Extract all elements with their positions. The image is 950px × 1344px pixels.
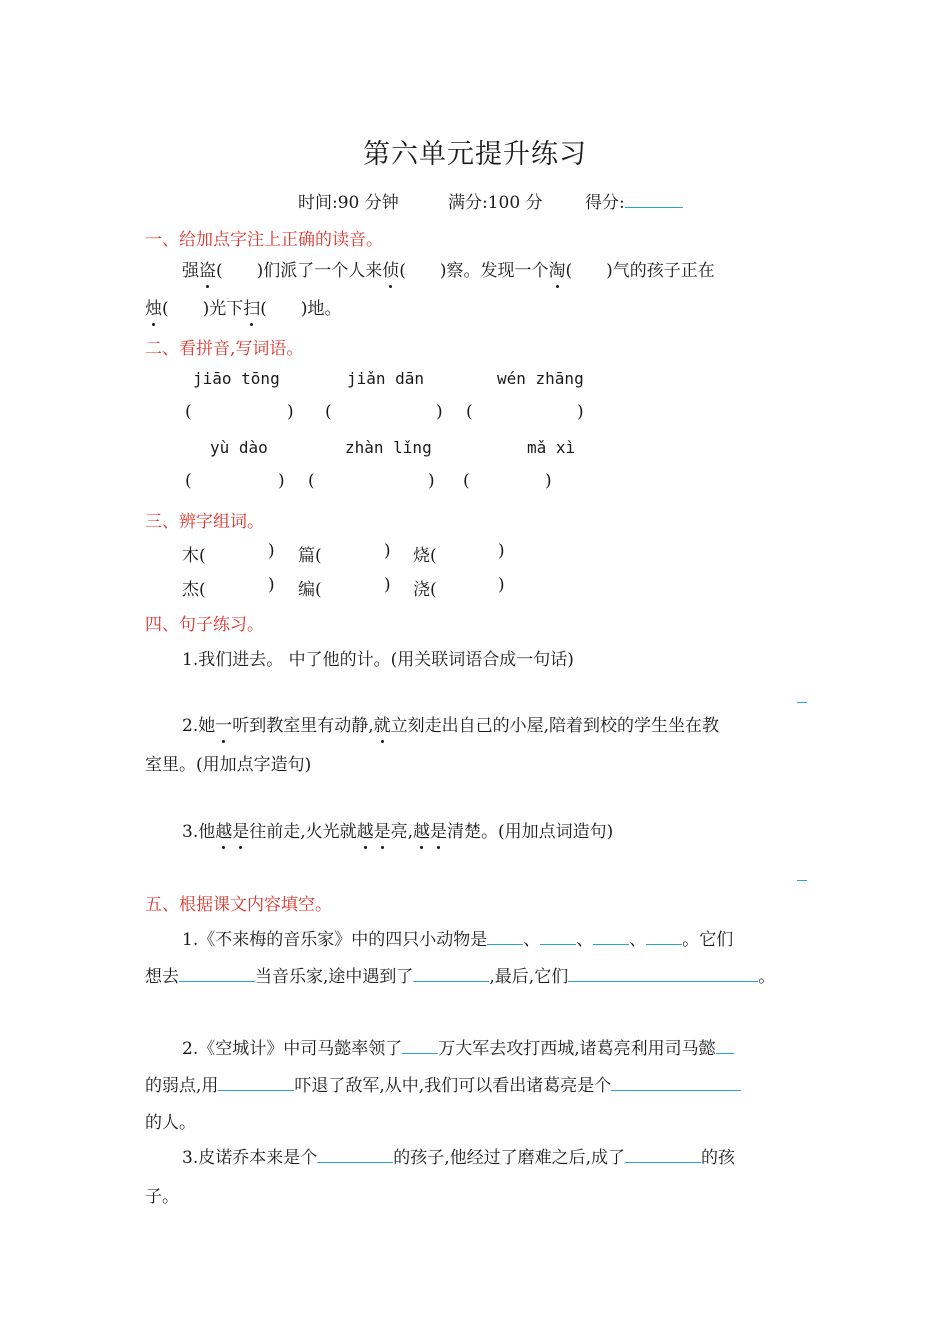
s1-line-1: 强盗( )们派了一个人来侦( )察。发现一个淘( )气的孩子正在 [182, 256, 715, 281]
section-5-heading: 五、根据课文内容填空。 [145, 895, 332, 915]
answer-paren-open: ( [308, 471, 315, 491]
answer-paren-close: ) [498, 575, 505, 595]
answer-paren-close: ) [278, 471, 285, 491]
pinyin: jiǎn dān [347, 369, 425, 388]
score-blank[interactable] [625, 190, 683, 208]
section-4-heading: 四、句子练习。 [145, 615, 264, 635]
pinyin: yù dào [210, 438, 268, 457]
word-item: 木( [182, 546, 206, 566]
word-item: 浇( [413, 580, 437, 600]
s5-question-2-line-3: 的人。 [145, 1113, 196, 1133]
fill-blank[interactable] [413, 964, 489, 982]
answer-line[interactable] [797, 866, 807, 885]
answer-paren-close: ) [428, 471, 435, 491]
answer-paren-close: ) [545, 471, 552, 491]
dotted-char: 一 [215, 711, 232, 736]
section-3-heading: 三、辨字组词。 [145, 512, 264, 532]
dotted-char: 扫 [243, 294, 260, 319]
s5-question-3-line-2: 子。 [145, 1187, 179, 1207]
fill-blank[interactable] [625, 1145, 701, 1163]
fill-blank[interactable] [179, 964, 255, 982]
fill-blank[interactable] [716, 1036, 734, 1054]
answer-line[interactable] [797, 688, 807, 707]
s5-question-3-line-1: 3.皮诺乔本来是个 的孩子,他经过了磨难之后,成了 的孩 [182, 1143, 735, 1168]
time-info: 时间:90 分钟 [298, 193, 399, 213]
word-item: 篇( [298, 546, 322, 566]
fill-blank[interactable] [593, 927, 629, 945]
answer-paren-open: ( [325, 402, 332, 422]
s5-question-1-line-2: 想去 当音乐家,途中遇到了 ,最后,它们 。 [145, 962, 775, 987]
word-item: 烧( [413, 546, 437, 566]
answer-paren-close: ) [577, 402, 584, 422]
page-title: 第六单元提升练习 [363, 139, 587, 170]
fill-blank[interactable] [487, 927, 523, 945]
fill-blank[interactable] [218, 1073, 294, 1091]
fill-blank[interactable] [317, 1145, 393, 1163]
fill-blank[interactable] [611, 1073, 741, 1091]
answer-paren-open: ( [185, 402, 192, 422]
score-label: 得分: [585, 193, 625, 213]
pinyin: wén zhāng [497, 369, 584, 388]
dotted-char: 烛 [145, 294, 162, 319]
fill-blank[interactable] [646, 927, 682, 945]
answer-paren-close: ) [384, 541, 391, 561]
s4-question-2-line-2: 室里。(用加点字造句) [145, 755, 312, 775]
fill-blank[interactable] [540, 927, 576, 945]
answer-paren-close: ) [384, 575, 391, 595]
s4-question-3: 3.他越是往前走,火光就越是亮,越是清楚。(用加点词造句) [182, 817, 613, 842]
answer-paren-open: ( [463, 471, 470, 491]
word-item: 杰( [182, 580, 206, 600]
dotted-char: 越 [357, 817, 374, 842]
answer-paren-close: ) [287, 402, 294, 422]
s5-question-1-line-1: 1.《不来梅的音乐家》中的四只小动物是 、 、 、 。它们 [182, 925, 733, 950]
dotted-char: 侦 [382, 256, 399, 281]
score-field[interactable] [585, 188, 683, 213]
dotted-char: 越 [413, 817, 430, 842]
dotted-char: 就 [374, 711, 391, 736]
s1-line-2: 烛( )光下扫( )地。 [145, 294, 342, 319]
s5-question-2-line-2: 的弱点,用 吓退了敌军,从中,我们可以看出诸葛亮是个 [145, 1071, 741, 1096]
dotted-char: 盗 [199, 256, 216, 281]
section-2-heading: 二、看拼音,写词语。 [145, 339, 304, 359]
answer-paren-open: ( [466, 402, 473, 422]
answer-paren-close: ) [268, 541, 275, 561]
s4-question-1: 1.我们进去。 中了他的计。(用关联词语合成一句话) [182, 650, 574, 670]
s5-question-2-line-1: 2.《空城计》中司马懿率领了 万大军去攻打西城,诸葛亮利用司马懿 [182, 1034, 734, 1059]
dotted-char: 是 [374, 817, 391, 842]
dotted-char: 淘 [549, 256, 566, 281]
pinyin: mǎ xì [527, 438, 576, 457]
fill-blank[interactable] [402, 1036, 438, 1054]
section-1-heading: 一、给加点字注上正确的读音。 [145, 230, 383, 250]
pinyin: jiāo tōng [193, 369, 280, 388]
dotted-char: 是 [430, 817, 447, 842]
answer-paren-open: ( [185, 471, 192, 491]
dotted-char: 越 [215, 817, 232, 842]
dotted-char: 是 [232, 817, 249, 842]
answer-paren-close: ) [268, 575, 275, 595]
pinyin: zhàn lǐng [345, 438, 432, 457]
s4-question-2-line-1: 2.她一听到教室里有动静,就立刻走出自己的小屋,陪着到校的学生坐在教 [182, 711, 719, 736]
full-score-info: 满分:100 分 [448, 193, 543, 213]
answer-paren-close: ) [498, 541, 505, 561]
answer-paren-close: ) [436, 402, 443, 422]
fill-blank[interactable] [568, 964, 758, 982]
word-item: 编( [298, 580, 322, 600]
